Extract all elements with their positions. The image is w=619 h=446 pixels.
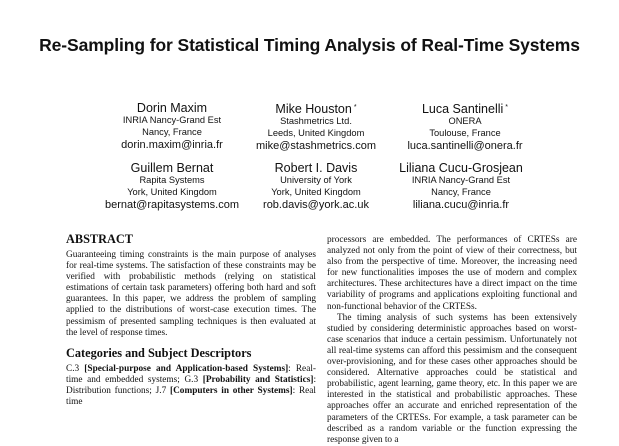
categories-heading: Categories and Subject Descriptors (66, 346, 252, 360)
author-location: Toulouse, France (429, 127, 501, 138)
author-name: Robert I. Davis (274, 161, 358, 175)
category-desc: : Real time (66, 386, 317, 408)
author-footnote-mark: * (353, 104, 357, 111)
author-affiliation: University of York (280, 175, 352, 185)
author-block (380, 101, 550, 153)
author-email: bernat@rapitasystems.com (104, 199, 240, 211)
paper-title: Re-Sampling for Statistical Timing Analysis of Real-Time Systems (39, 35, 580, 55)
author-affiliation: INRIA Nancy-Grand Est (411, 175, 511, 185)
body-paragraph: The timing analysis of such systems has been extensively studied by considering deterministic approaches based on worst-case scenarios that induce a certain pessimism. Unfortunately not all real-time systems can afford this pessimism and the consequent over-provisioning, and for these cases other approaches should be considered. Alternative approaches could be statistical and probabilistic, agent learning, game theory, etc. In this paper we are interested in the statistical and probabilistic approaches. These approaches offer an accurate and enriched representation of the parameters of the CRTESs. For example, a task parameter can be described as a random variable or the function expressing the response given to a (327, 312, 577, 445)
category-code: C.3 (66, 364, 80, 374)
author-email: luca.santinelli@onera.fr (407, 140, 523, 152)
author-location: York, United Kingdom (127, 186, 217, 197)
categories-body (66, 364, 316, 408)
author-block (231, 101, 401, 153)
body-right-column (327, 235, 577, 446)
body-paragraph: processors are embedded. The performances of CRTESs are analyzed not only from the point of view of their correctness, but also from the perspective of time. Moreover, the increasing need for new functionalities imposes the use of modern and complex architectures. These architectures have a direct impact on the time variability of programs and applications exploiting functional and non-functional behavior of the CRTESs. (327, 235, 577, 312)
category-desc: : Distribution functions; (66, 375, 317, 397)
author-name: Luca Santinelli (421, 102, 504, 116)
author-affiliation: Stashmetrics Ltd. (280, 116, 352, 126)
author-name: Guillem Bernat (130, 161, 214, 175)
author-location: Nancy, France (431, 186, 491, 197)
author-footnote-mark: * (505, 104, 509, 111)
author-location: Nancy, France (142, 126, 202, 137)
category-code: J.7 (155, 386, 167, 397)
author-block (376, 161, 546, 212)
author-name: Mike Houston (275, 102, 352, 116)
author-email: dorin.maxim@inria.fr (121, 139, 223, 151)
author-location: Leeds, United Kingdom (267, 127, 365, 138)
category-desc: : Real-time and embedded systems; (66, 364, 316, 386)
author-email: rob.davis@york.ac.uk (263, 199, 369, 211)
author-name: Liliana Cucu-Grosjean (399, 161, 523, 175)
category-label: [Computers in other Systems] (170, 386, 293, 397)
abstract-heading: ABSTRACT (66, 232, 133, 246)
category-label: [Special-purpose and Application-based Systems] (84, 364, 289, 374)
abstract-text: Guaranteeing timing constraints is the main purpose of analyses for real-time systems. The satisfaction of these constraints may be verified with probabilistic methods (relying on statistical estimations of certain task parameters) offering both hard and soft guarantees. In this paper, we address the problem of sampling applied to the distributions of worst-case execution times. The pessimism of presented sampling techniques is then evaluated at the level of response times. (66, 250, 316, 338)
author-email: liliana.cucu@inria.fr (412, 199, 510, 211)
author-name: Dorin Maxim (136, 101, 208, 115)
author-location: York, United Kingdom (271, 186, 361, 197)
author-affiliation: ONERA (448, 116, 482, 126)
author-affiliation: Rapita Systems (139, 175, 205, 185)
abstract-body (66, 250, 316, 339)
author-affiliation: INRIA Nancy-Grand Est (122, 115, 222, 125)
category-label: [Probability and Statistics] (202, 375, 314, 386)
author-email: mike@stashmetrics.com (256, 140, 376, 152)
category-code: G.3 (184, 375, 199, 386)
